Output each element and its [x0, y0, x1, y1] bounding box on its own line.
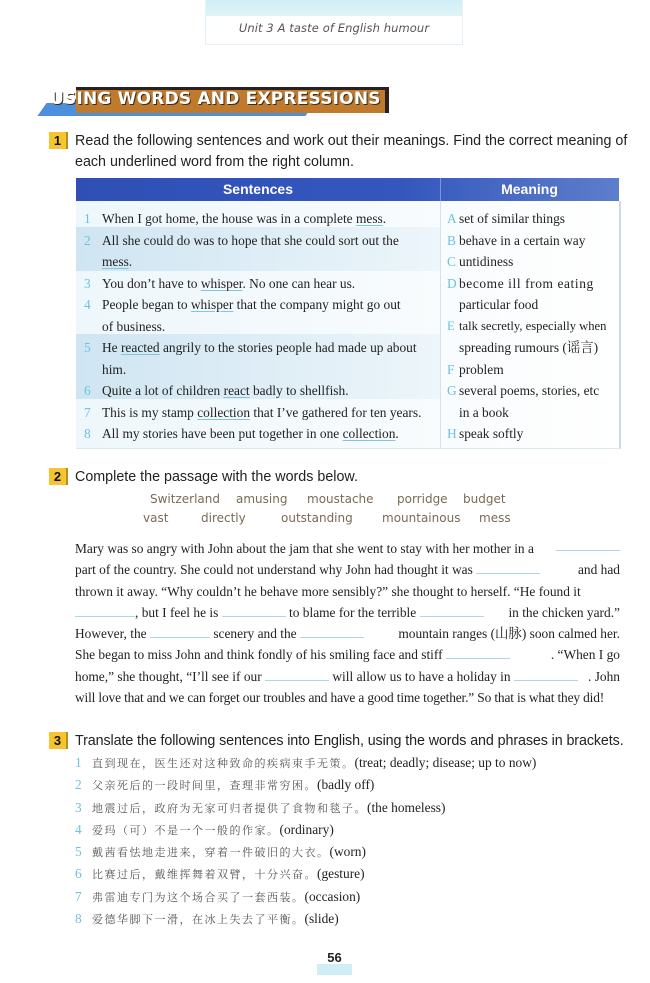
sentence-continuation	[84, 316, 452, 338]
translation-item	[75, 797, 536, 819]
sentence-number: 4	[84, 297, 91, 312]
sentence-text: him.	[102, 361, 127, 377]
meaning-text: untidiness	[459, 254, 514, 269]
word-bank-item: amusing	[236, 492, 288, 506]
sentence-continuation	[84, 359, 452, 381]
underlined-word: react	[223, 383, 250, 398]
passage-text: She began to miss John and think fondly of his smiling face and stiff	[75, 647, 443, 663]
word-bank-item: mess	[479, 511, 511, 525]
answer-blank[interactable]	[265, 668, 329, 681]
translation-item	[75, 886, 536, 908]
meaning-letter: E	[447, 318, 455, 333]
sentence-text: that I’ve gathered for ten years.	[250, 404, 422, 420]
meaning-row	[447, 208, 617, 230]
sentence-row	[84, 402, 434, 424]
meaning-text: speak softly	[459, 426, 524, 441]
passage-text: thrown it away. “Why couldn’t he behave more sensibly?” she thought to herself. “He found it	[75, 583, 581, 599]
word-bank-item: outstanding	[281, 511, 353, 525]
meaning-row	[447, 230, 617, 252]
chinese-sentence: 爱德华脚下一滑，在冰上失去了平衡。	[92, 913, 305, 927]
answer-blank[interactable]	[446, 646, 510, 659]
sentence-text: Quite a lot of children	[102, 383, 224, 398]
passage-text: and had	[577, 562, 620, 578]
header-meaning: Meaning	[501, 181, 558, 197]
passage-line	[75, 666, 620, 687]
underlined-word: whisper	[190, 297, 234, 312]
item-number: 1	[75, 755, 82, 770]
sentence-text: . No one can hear us.	[242, 275, 356, 291]
sentence-number: 7	[84, 404, 91, 420]
translation-item	[75, 819, 536, 841]
underlined-word: reacted	[120, 340, 160, 355]
underlined-word: collection	[197, 404, 251, 420]
chinese-sentence: 弗雷迪专门为这个场合买了一套西装。	[92, 890, 305, 904]
sentence-number: 5	[84, 340, 91, 355]
passage-line	[75, 559, 620, 580]
word-bank-item: mountainous	[382, 511, 461, 525]
passage-line	[75, 687, 620, 708]
passage-text: in the chicken yard.”	[508, 604, 620, 620]
item-number: 6	[75, 866, 82, 882]
translation-item	[75, 774, 536, 796]
bracket-hint: (ordinary)	[279, 821, 334, 837]
word-bank-item: directly	[201, 511, 246, 525]
chinese-sentence: 戴茜看怯地走进来，穿着一件破旧的大衣。	[92, 846, 330, 860]
sentence-row	[84, 337, 434, 359]
meaning-row	[447, 316, 617, 338]
sentence-text: .	[395, 426, 399, 441]
sentence-continuation	[84, 251, 452, 273]
passage-line	[75, 581, 620, 602]
translation-item	[75, 908, 536, 930]
sentence-text: .	[128, 254, 133, 269]
passage-text: . John	[588, 668, 620, 684]
task-1-line-1: Read the following sentences and work out their meanings. Find the correct meaning of	[75, 133, 628, 149]
passage-text: . “When I go	[550, 647, 620, 663]
chinese-sentence: 地震过后，政府为无家可归者提供了食物和毯子。	[92, 801, 367, 815]
answer-blank[interactable]	[514, 668, 578, 681]
meaning-continuation: in a book	[459, 404, 509, 420]
cloze-passage	[75, 538, 620, 708]
passage-text: to blame for the terrible	[289, 604, 417, 620]
chinese-sentence: 爱玛（可）不是一个一般的作家。	[92, 823, 280, 837]
sentence-row	[84, 294, 434, 316]
bracket-hint: (treat; deadly; disease; up to now)	[354, 755, 537, 770]
bracket-hint: (occasion)	[304, 888, 361, 904]
passage-text: , but I feel he is	[135, 604, 219, 620]
translation-item	[75, 752, 536, 774]
meaning-text: set of similar things	[459, 211, 566, 226]
unit-title: Unit 3 A taste of English humour	[238, 21, 430, 35]
passage-text: mountain ranges (山脉) soon calmed her.	[398, 626, 620, 642]
meaning-letter: H	[447, 426, 457, 441]
unit-header	[205, 0, 463, 45]
sentence-number: 6	[84, 383, 91, 398]
task-2-text: Complete the passage with the words below.	[75, 469, 358, 485]
header-sky-decoration	[206, 0, 462, 16]
sentence-row	[84, 423, 434, 445]
sentence-text: When I got home, the house was in a complete	[102, 211, 356, 226]
task-1-line-2: each underlined word from the right column.	[75, 154, 354, 170]
passage-text: will love that and we can forget our troubles and have a good time together.” So that is what they did!	[75, 690, 605, 706]
page-number: 56	[317, 950, 352, 975]
passage-text: home,” she thought, “I’ll see if our	[75, 668, 262, 684]
section-banner	[40, 83, 392, 119]
sentence-text: All she could do was to hope that she could sort out the	[102, 232, 399, 248]
translation-item	[75, 863, 536, 885]
meaning-letter: C	[447, 254, 456, 269]
sentence-number: 8	[84, 426, 91, 441]
bracket-hint: (badly off)	[317, 777, 375, 793]
meaning-row	[447, 380, 617, 402]
sentence-text: badly to shellfish.	[249, 383, 349, 398]
meaning-letter: B	[447, 232, 456, 248]
task-1-badge: 1	[49, 132, 68, 149]
word-bank-item: Switzerland	[150, 492, 220, 506]
sentence-text: People began to	[102, 297, 191, 312]
sentence-row	[84, 380, 434, 402]
bracket-hint: (slide)	[304, 911, 339, 927]
underlined-word: mess	[355, 211, 383, 226]
meaning-row	[447, 273, 617, 295]
passage-text: will allow us to have a holiday in	[332, 668, 511, 684]
header-sentences: Sentences	[222, 181, 294, 197]
sentence-row	[84, 208, 434, 230]
task-3-text: Translate the following sentences into English, using the words and phrases in brackets.	[75, 733, 624, 749]
passage-line	[75, 538, 620, 559]
passage-line	[75, 644, 620, 665]
meaning-letter: D	[447, 275, 458, 291]
chinese-sentence: 比赛过后，戴维挥舞着双臂，十分兴奋。	[92, 868, 317, 882]
item-number: 4	[75, 821, 82, 837]
sentence-number: 3	[84, 275, 91, 291]
sentence-text: All my stories have been put together in one	[102, 426, 343, 441]
answer-blank[interactable]	[556, 538, 620, 551]
passage-line	[75, 623, 620, 644]
meaning-row	[447, 251, 617, 273]
sentence-text: He	[102, 340, 121, 355]
sentence-text: angrily to the stories people had made up about	[159, 340, 417, 355]
table-header	[76, 178, 619, 201]
underlined-word: mess	[102, 254, 129, 269]
meaning-continuation: spreading rumours (谣言)	[459, 340, 599, 355]
passage-line	[75, 602, 620, 623]
table-body	[76, 201, 621, 449]
meaning-row	[447, 423, 617, 445]
translation-item	[75, 841, 536, 863]
meaning-text: behave in a certain way	[459, 232, 586, 248]
sentence-number: 1	[84, 211, 91, 226]
section-title: USING WORDS AND EXPRESSIONS	[50, 89, 381, 109]
passage-text: scenery and the	[213, 626, 297, 642]
item-number: 7	[75, 888, 82, 904]
passage-text: part of the country. She could not understand why John had thought it was	[75, 562, 473, 578]
item-number: 3	[75, 799, 82, 815]
sentence-text: .	[382, 211, 387, 226]
sentence-text: You don’t have to	[102, 275, 201, 291]
bracket-hint: (worn)	[329, 844, 366, 860]
underlined-word: collection	[342, 426, 396, 441]
bracket-hint: (the homeless)	[367, 799, 446, 815]
meaning-letter: G	[447, 383, 457, 398]
item-number: 2	[75, 777, 82, 793]
meaning-letter: F	[447, 361, 455, 377]
answer-blank[interactable]	[476, 561, 540, 574]
sentence-row	[84, 230, 434, 252]
word-bank-item: porridge	[397, 492, 448, 506]
meaning-text: become ill from eating	[459, 275, 594, 291]
matching-table	[76, 178, 619, 450]
bracket-hint: (gesture)	[317, 866, 365, 882]
answer-blank[interactable]	[300, 625, 364, 638]
sentence-row	[84, 273, 434, 295]
meaning-continuation: particular food	[459, 297, 539, 312]
meaning-text: several poems, stories, etc	[459, 383, 600, 398]
item-number: 5	[75, 844, 82, 860]
answer-blank[interactable]	[150, 625, 210, 638]
translation-list	[75, 752, 536, 930]
sentence-number: 2	[84, 232, 91, 248]
sentence-text: of business.	[102, 318, 166, 334]
answer-blank[interactable]	[75, 604, 135, 617]
sentence-text: that the company might go out	[233, 297, 401, 312]
word-bank-item: budget	[463, 492, 506, 506]
passage-text: However, the	[75, 626, 147, 642]
answer-blank[interactable]	[222, 604, 286, 617]
meaning-letter: A	[447, 211, 457, 226]
answer-blank[interactable]	[420, 604, 484, 617]
word-bank-item: vast	[143, 511, 169, 525]
underlined-word: whisper	[200, 275, 243, 291]
task-3-badge: 3	[49, 732, 68, 749]
meaning-text: problem	[459, 361, 504, 377]
chinese-sentence: 父亲死后的一段时间里，查理非常穷困。	[92, 779, 317, 793]
task-2-badge: 2	[49, 468, 68, 485]
meaning-row	[447, 359, 617, 381]
chinese-sentence: 直到现在，医生还对这种致命的疾病束手无策。	[92, 757, 355, 770]
meaning-text: talk secretly, especially when	[459, 318, 607, 333]
word-bank-item: moustache	[307, 492, 374, 506]
sentence-text: This is my stamp	[102, 404, 198, 420]
passage-text: Mary was so angry with John about the jam that she went to stay with her mother in a	[75, 541, 534, 556]
item-number: 8	[75, 911, 82, 927]
